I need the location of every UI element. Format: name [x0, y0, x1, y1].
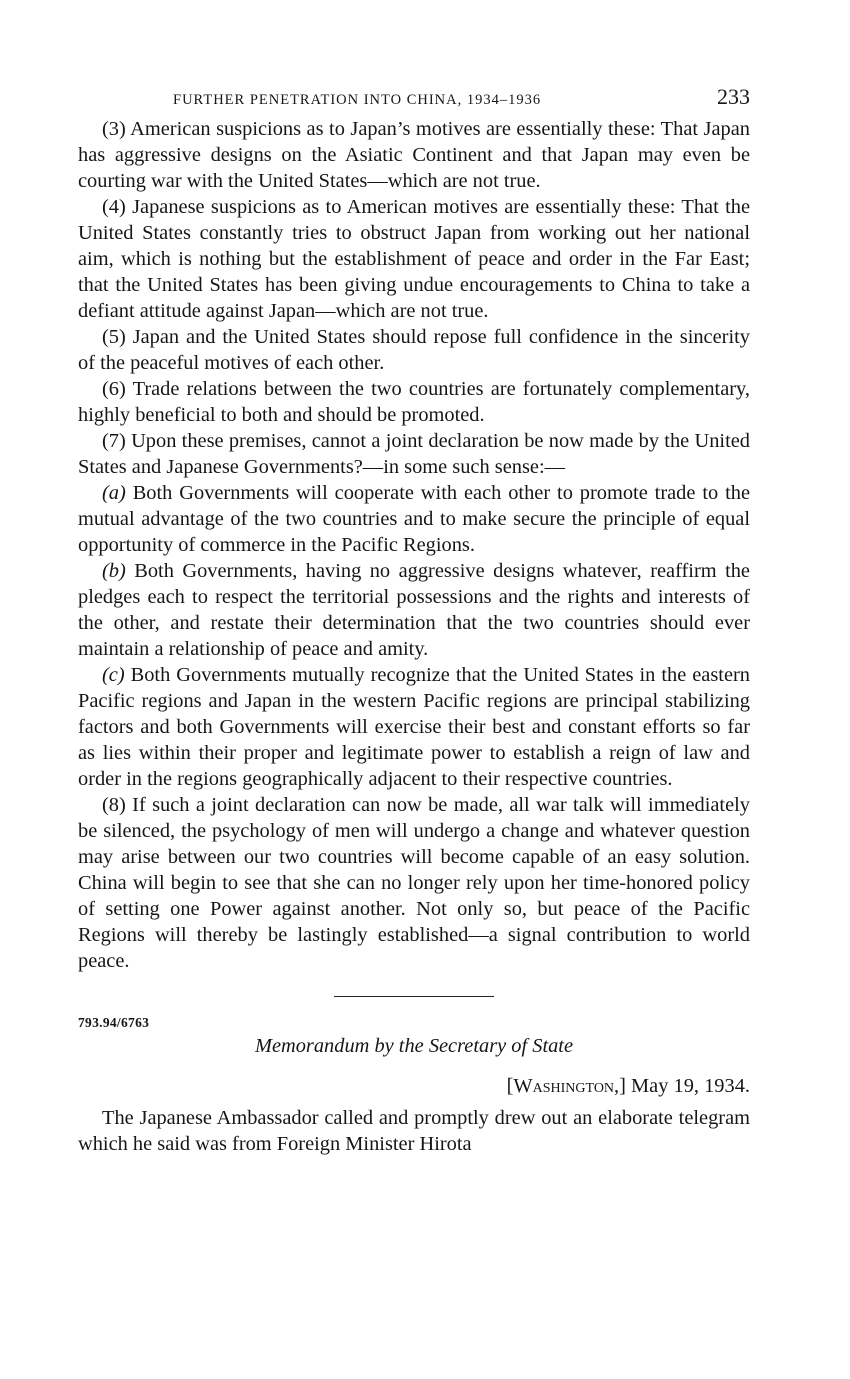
section-divider: [334, 996, 494, 997]
paragraph-7: [78, 428, 750, 480]
paragraph-text: Both Governments, having no aggressive designs whatever, reaffirm the pledges each to respect the territorial possessions and the rights and interests of the other, and restate their determination that the two countries should ever maintain a relationship of peace and amity.: [78, 560, 750, 660]
dateline-bracket-open: [: [506, 1075, 514, 1097]
dateline-bracket-close: ,]: [614, 1075, 626, 1097]
paragraph-3: [78, 116, 750, 194]
paragraph-label: (6): [102, 378, 126, 400]
paragraph-4: [78, 194, 750, 324]
paragraph-label: (8): [102, 794, 126, 816]
file-number: 793.94/6763: [78, 1015, 150, 1030]
paragraph-7c: [78, 662, 750, 792]
paragraph-label: (c): [102, 664, 125, 686]
running-title: FURTHER PENETRATION INTO CHINA, 1934–1936: [173, 92, 542, 108]
paragraph-6: [78, 376, 750, 428]
dateline: [78, 1073, 750, 1099]
paragraph-7a: [78, 480, 750, 558]
paragraph-8: [78, 792, 750, 974]
dateline-date: May 19, 1934.: [631, 1075, 750, 1097]
paragraph-label: (4): [102, 196, 126, 218]
paragraph-label: (3): [102, 118, 126, 140]
document-page: [78, 84, 750, 1157]
paragraph-text: Both Governments mutually recognize that the United States in the eastern Pacific regions and Japan in the western Pacific regions are principal stabilizing factors and both Governments will exercise their best and constant efforts so far as lies within their proper and legitimate power to establish a reign of law and order in the regions geographically adjacent to their respective countries.: [78, 664, 750, 790]
paragraph-text: Japanese suspicions as to American motives are essentially these: That the United States constantly tries to obstruct Japan from working out her national aim, which is nothing but the establishment of peace and order in the Far East; that the United States has been giving undue encouragements to China to take a defiant attitude against Japan—which are not true.: [78, 196, 750, 322]
paragraph-label: (a): [102, 482, 126, 504]
paragraph-text: Japan and the United States should repose full confidence in the sincerity of the peaceful motives of each other.: [78, 326, 750, 374]
paragraph-5: [78, 324, 750, 376]
page-number: 233: [717, 84, 750, 109]
paragraph-text: If such a joint declaration can now be made, all war talk will immediately be silenced, the psychology of men will undergo a change and whatever question may arise between our two countries will become capable of an easy solution. China will begin to see that she can no longer rely upon her time-honored policy of setting one Power against another. Not only so, but peace of the Pacific Regions will thereby be lastingly established—a signal contribution to world peace.: [78, 794, 750, 972]
paragraph-7b: [78, 558, 750, 662]
paragraph-text: American suspicions as to Japan’s motives are essentially these: That Japan has aggressive designs on the Asiatic Continent and that Japan may even be courting war with the United States—which are not true.: [78, 118, 750, 192]
paragraph-text: Both Governments will cooperate with each other to promote trade to the mutual advantage of the two countries and to make secure the principle of equal opportunity of commerce in the Pacific Regions.: [78, 482, 750, 556]
paragraph-text: Trade relations between the two countries are fortunately complementary, highly beneficial to both and should be promoted.: [78, 378, 750, 426]
page-header: [78, 84, 750, 116]
paragraph-text: Upon these premises, cannot a joint declaration be now made by the United States and Japanese Governments?—in some such sense:—: [78, 430, 750, 478]
memo-title: Memorandum by the Secretary of State: [254, 1035, 574, 1057]
paragraph-label: (5): [102, 326, 126, 348]
memo-body: The Japanese Ambassador called and promptly drew out an elaborate telegram which he said was from Foreign Minister Hirota: [78, 1107, 750, 1155]
paragraph-label: (b): [102, 560, 126, 582]
dateline-place: Washington: [513, 1075, 615, 1097]
paragraph-label: (7): [102, 430, 126, 452]
